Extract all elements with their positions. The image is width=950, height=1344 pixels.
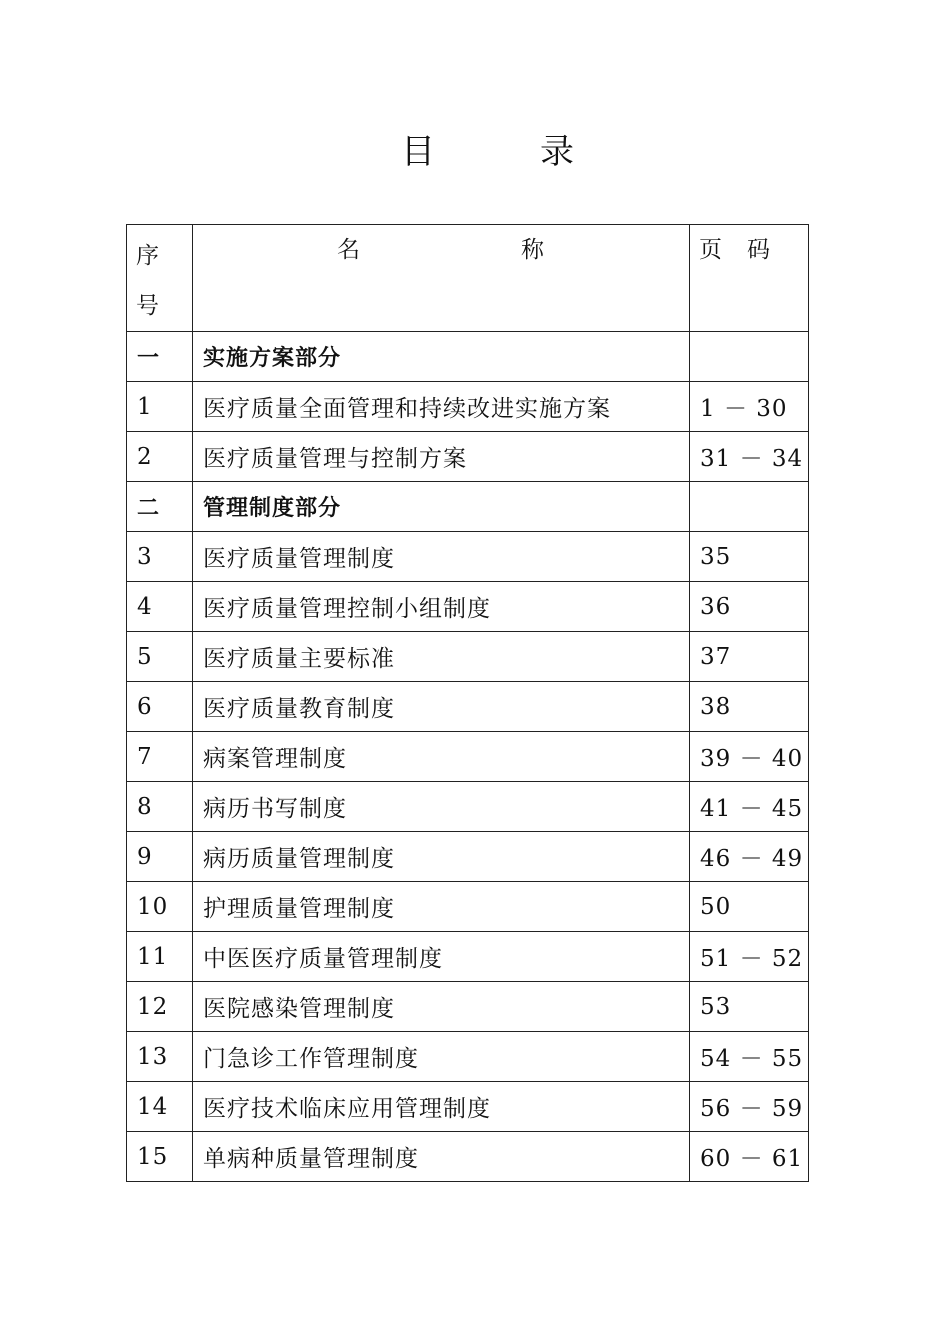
row-seq: 1 xyxy=(127,382,193,432)
row-title: 中医医疗质量管理制度 xyxy=(193,932,690,982)
row-title: 病历书写制度 xyxy=(193,782,690,832)
row-page: 54 － 55 xyxy=(690,1032,809,1082)
row-seq: 15 xyxy=(127,1132,193,1182)
table-row xyxy=(127,382,809,432)
table-row xyxy=(127,682,809,732)
table-row xyxy=(127,732,809,782)
table-row xyxy=(127,832,809,882)
row-title: 管理制度部分 xyxy=(193,482,690,532)
title-char-right: 录 xyxy=(540,132,574,172)
row-seq: 13 xyxy=(127,1032,193,1082)
header-name-label xyxy=(193,231,689,269)
table-row xyxy=(127,1032,809,1082)
title-char-left: 目 xyxy=(401,132,435,172)
row-title: 医院感染管理制度 xyxy=(193,982,690,1032)
row-title: 医疗质量管理制度 xyxy=(193,532,690,582)
table-row xyxy=(127,332,809,382)
row-title: 护理质量管理制度 xyxy=(193,882,690,932)
header-page-label: 页 码 xyxy=(699,237,771,263)
header-row xyxy=(127,225,809,332)
row-page: 36 xyxy=(690,582,809,632)
row-seq: 6 xyxy=(127,682,193,732)
row-title: 门急诊工作管理制度 xyxy=(193,1032,690,1082)
row-title: 单病种质量管理制度 xyxy=(193,1132,690,1182)
table-row xyxy=(127,932,809,982)
header-name xyxy=(193,225,690,332)
header-seq xyxy=(127,225,193,332)
table-row xyxy=(127,582,809,632)
row-seq: 一 xyxy=(127,332,193,382)
table-row xyxy=(127,1082,809,1132)
header-page xyxy=(690,225,809,332)
row-seq: 4 xyxy=(127,582,193,632)
row-seq: 14 xyxy=(127,1082,193,1132)
table-row xyxy=(127,982,809,1032)
row-page: 39 － 40 xyxy=(690,732,809,782)
row-title: 实施方案部分 xyxy=(193,332,690,382)
page-title xyxy=(0,124,950,180)
row-page: 53 xyxy=(690,982,809,1032)
header-name-left: 名 xyxy=(337,237,361,263)
table-row xyxy=(127,1132,809,1182)
row-seq: 7 xyxy=(127,732,193,782)
row-page: 60 － 61 xyxy=(690,1132,809,1182)
row-page: 31 － 34 xyxy=(690,432,809,482)
header-name-right: 称 xyxy=(521,237,545,263)
toc-body xyxy=(127,332,809,1182)
row-seq: 2 xyxy=(127,432,193,482)
row-title: 医疗质量全面管理和持续改进实施方案 xyxy=(193,382,690,432)
row-page: 51 － 52 xyxy=(690,932,809,982)
table-row xyxy=(127,782,809,832)
table-row xyxy=(127,432,809,482)
table-row xyxy=(127,532,809,582)
table-row xyxy=(127,632,809,682)
row-title: 医疗质量管理与控制方案 xyxy=(193,432,690,482)
row-seq: 9 xyxy=(127,832,193,882)
toc-table xyxy=(126,224,809,1182)
row-seq: 3 xyxy=(127,532,193,582)
table-row xyxy=(127,882,809,932)
row-seq: 5 xyxy=(127,632,193,682)
row-page: 1 － 30 xyxy=(690,382,809,432)
row-page: 35 xyxy=(690,532,809,582)
row-seq: 8 xyxy=(127,782,193,832)
row-page: 37 xyxy=(690,632,809,682)
row-page: 50 xyxy=(690,882,809,932)
row-title: 医疗质量管理控制小组制度 xyxy=(193,582,690,632)
row-page: 38 xyxy=(690,682,809,732)
table-row xyxy=(127,482,809,532)
row-title: 医疗质量主要标准 xyxy=(193,632,690,682)
row-page: 41 － 45 xyxy=(690,782,809,832)
row-title: 医疗质量教育制度 xyxy=(193,682,690,732)
row-seq: 二 xyxy=(127,482,193,532)
row-page: 46 － 49 xyxy=(690,832,809,882)
row-seq: 12 xyxy=(127,982,193,1032)
row-page xyxy=(690,482,809,532)
header-seq-label: 序号 xyxy=(136,243,160,319)
row-title: 病案管理制度 xyxy=(193,732,690,782)
row-title: 医疗技术临床应用管理制度 xyxy=(193,1082,690,1132)
row-page xyxy=(690,332,809,382)
row-title: 病历质量管理制度 xyxy=(193,832,690,882)
row-seq: 11 xyxy=(127,932,193,982)
row-page: 56 － 59 xyxy=(690,1082,809,1132)
row-seq: 10 xyxy=(127,882,193,932)
